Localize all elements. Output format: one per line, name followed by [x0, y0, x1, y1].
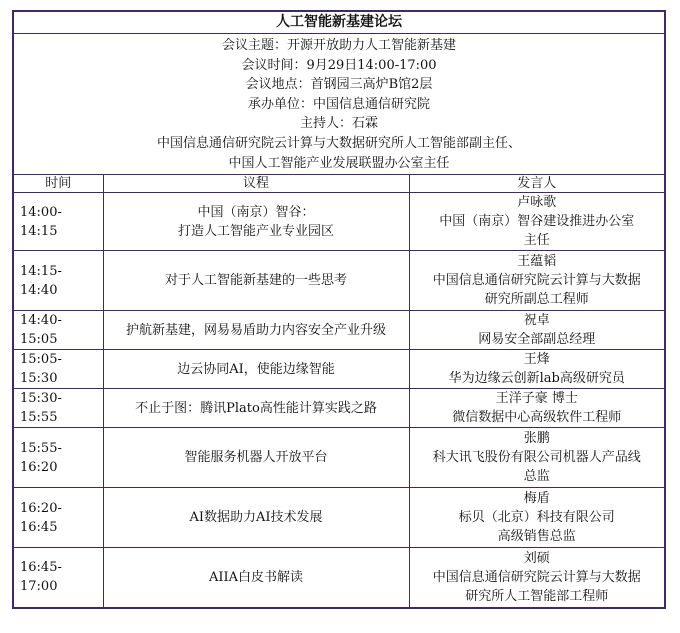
speaker-cell	[409, 311, 665, 350]
speaker-title-line: 总监	[523, 469, 550, 485]
header-row	[13, 175, 665, 193]
speaker-title-line: 主任	[523, 233, 550, 249]
table-row	[13, 193, 665, 251]
column-header-agenda: 议程	[103, 175, 409, 193]
speaker-name: 王烽	[523, 352, 550, 368]
agenda-cell	[103, 193, 409, 251]
table-row	[13, 389, 665, 428]
speaker-title-line: 华为边缘云创新lab高级研究员	[448, 371, 625, 387]
speaker-title-line: 研究所人工智能部工程师	[465, 588, 609, 604]
table-row	[13, 251, 665, 311]
agenda-cell	[103, 311, 409, 350]
speaker-title-line: 科大讯飞股份有限公司机器人产品线	[432, 450, 641, 466]
title-row	[13, 11, 665, 34]
agenda-line: 不止于图：腾讯Plato高性能计算实践之路	[135, 400, 377, 416]
agenda-cell	[103, 350, 409, 389]
speaker-name: 卢咏歌	[517, 195, 557, 211]
agenda-table	[12, 10, 666, 609]
speaker-title-line: 标贝（北京）科技有限公司	[458, 510, 615, 526]
meeting-info-line: 会议地点：首钢园三高炉B馆2层	[245, 77, 433, 93]
speaker-cell	[409, 251, 665, 311]
agenda-line: 智能服务机器人开放平台	[184, 450, 328, 466]
time-cell: 15:05-15:30	[13, 350, 103, 389]
speaker-name: 王洋子豪 博士	[495, 391, 578, 407]
speaker-name: 王蕴韬	[517, 254, 557, 270]
speaker-title-line: 微信数据中心高级软件工程师	[452, 410, 622, 426]
time-cell: 15:55-16:20	[13, 428, 103, 488]
speaker-cell	[409, 428, 665, 488]
meeting-info-line: 中国信息通信研究院云计算与大数据研究所人工智能部副主任、	[157, 135, 522, 151]
meeting-info-line: 承办单位：中国信息通信研究院	[248, 96, 431, 112]
meeting-info-line: 会议主题：开源开放助力人工智能新基建	[222, 38, 457, 53]
meeting-info-line: 中国人工智能产业发展联盟办公室主任	[228, 155, 450, 171]
speaker-title-line: 研究所副总工程师	[484, 292, 589, 308]
speaker-title-line: 网易安全部副总经理	[478, 332, 596, 348]
speaker-name: 梅盾	[523, 491, 550, 507]
time-cell: 14:40-15:05	[13, 311, 103, 350]
speaker-title-line: 中国（南京）智谷建设推进办公室	[439, 214, 635, 230]
agenda-line: 边云协同AI，使能边缘智能	[177, 361, 335, 377]
agenda-line: AIIA白皮书解读	[208, 569, 304, 585]
meeting-info-line: 会议时间：9月29日14:00-17:00	[241, 57, 437, 73]
table-row	[13, 428, 665, 488]
table-row	[13, 311, 665, 350]
meeting-info-line: 主持人：石霖	[300, 116, 379, 132]
speaker-cell	[409, 389, 665, 428]
agenda-line: AI数据助力AI技术发展	[189, 510, 323, 526]
agenda-cell	[103, 251, 409, 311]
column-header-speaker: 发言人	[409, 175, 665, 193]
table-row	[13, 548, 665, 608]
table-row	[13, 350, 665, 389]
time-cell: 14:00-14:15	[13, 193, 103, 251]
table-row	[13, 488, 665, 548]
info-row	[13, 34, 665, 175]
agenda-cell	[103, 428, 409, 488]
time-cell: 14:15-14:40	[13, 251, 103, 311]
column-header-time: 时间	[13, 175, 103, 193]
speaker-cell	[409, 193, 665, 251]
speaker-title-line: 中国信息通信研究院云计算与大数据	[432, 273, 641, 289]
agenda-line: 中国（南京）智谷：	[197, 204, 315, 220]
agenda-cell	[103, 389, 409, 428]
agenda-sheet	[12, 10, 664, 609]
time-cell: 16:20-16:45	[13, 488, 103, 548]
time-cell: 15:30-15:55	[13, 389, 103, 428]
meeting-info	[13, 34, 665, 175]
speaker-title-line: 中国信息通信研究院云计算与大数据	[432, 569, 641, 585]
agenda-cell	[103, 548, 409, 608]
agenda-cell	[103, 488, 409, 548]
speaker-cell	[409, 488, 665, 548]
agenda-line: 打造人工智能产业专业园区	[177, 223, 334, 239]
agenda-line: 护航新基建，网易易盾助力内容安全产业升级	[125, 322, 386, 338]
page-title: 人工智能新基建论坛	[13, 11, 665, 34]
speaker-title-line: 高级销售总监	[497, 529, 576, 545]
time-cell: 16:45-17:00	[13, 548, 103, 608]
speaker-name: 祝卓	[523, 313, 550, 329]
speaker-cell	[409, 548, 665, 608]
agenda-line: 对于人工智能新基建的一些思考	[164, 273, 347, 289]
speaker-name: 张鹏	[523, 431, 550, 447]
speaker-name: 刘硕	[523, 550, 550, 566]
speaker-cell	[409, 350, 665, 389]
